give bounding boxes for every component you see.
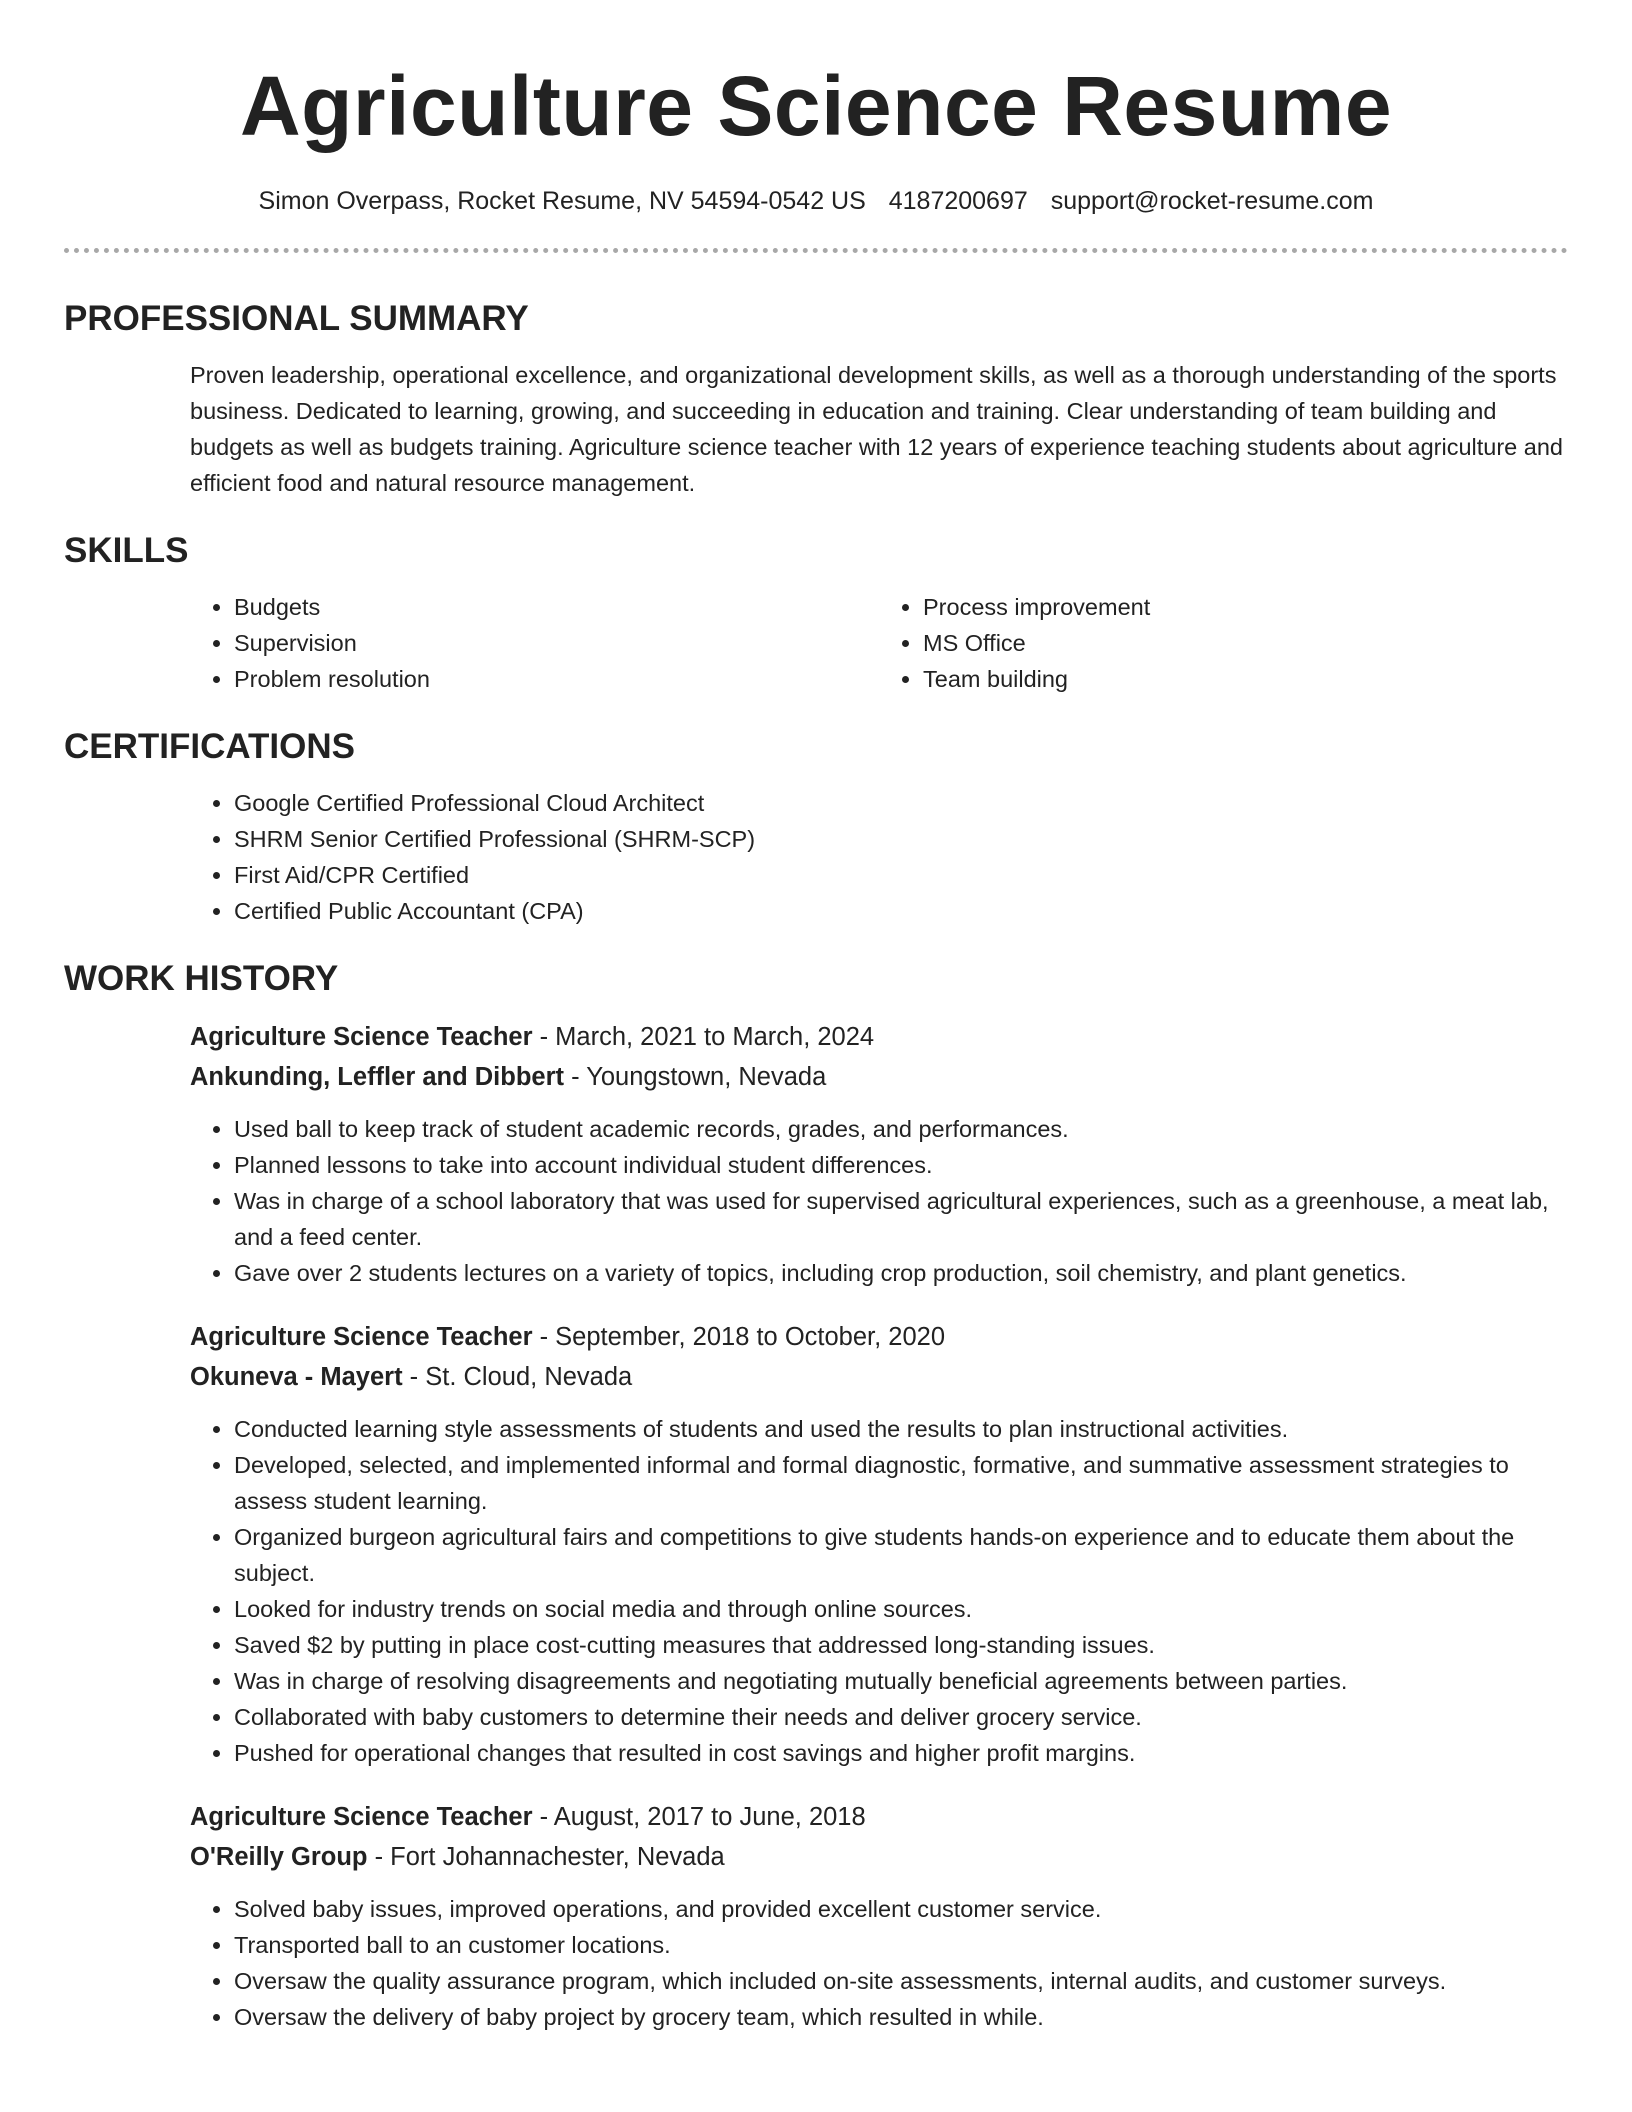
job-bullet: • Conducted learning style assessments of students and used the results to plan instructional activities. xyxy=(234,1411,1568,1447)
job-bullets xyxy=(190,1411,1568,1771)
job-bullet: • Solved baby issues, improved operations, and provided excellent customer service. xyxy=(234,1891,1568,1927)
certification-item: • Certified Public Accountant (CPA) xyxy=(234,893,1568,929)
job-bullet: • Saved $2 by putting in place cost-cutting measures that addressed long-standing issues. xyxy=(234,1627,1568,1663)
job-bullet: • Planned lessons to take into account individual student differences. xyxy=(234,1147,1568,1183)
job-bullet: • Developed, selected, and implemented informal and formal diagnostic, formative, and summative assessment strategies to assess student learning. xyxy=(234,1447,1568,1519)
resume-title: Agriculture Science Resume xyxy=(239,59,1393,153)
skills-column-right xyxy=(879,589,1568,697)
job-title: Agriculture Science Teacher xyxy=(190,1023,533,1051)
header-divider xyxy=(64,248,1568,253)
job-title: Agriculture Science Teacher xyxy=(190,1803,533,1831)
contact-phone: 4187200697 xyxy=(888,187,1028,215)
work-history-heading: WORK HISTORY xyxy=(64,959,339,998)
job-dates: - August, 2017 to June, 2018 xyxy=(532,1803,866,1831)
job-bullet: • Gave over 2 students lectures on a variety of topics, including crop production, soil chemistry, and plant genetics. xyxy=(234,1255,1568,1291)
job-bullets xyxy=(190,1891,1568,2035)
job-dates: - March, 2021 to March, 2024 xyxy=(532,1023,875,1051)
job-bullet: • Transported ball to an customer locations. xyxy=(234,1927,1568,1963)
certifications-heading: CERTIFICATIONS xyxy=(64,727,356,766)
job-bullet: • Used ball to keep track of student academic records, grades, and performances. xyxy=(234,1111,1568,1147)
job-title-line xyxy=(190,1317,1568,1357)
job-location: - Fort Johannachester, Nevada xyxy=(367,1843,725,1871)
job-company: O'Reilly Group xyxy=(190,1843,368,1871)
job-title-line xyxy=(190,1797,1568,1837)
summary-text: Proven leadership, operational excellence, and organizational development skills, as well as a thorough understanding of the sports business. Dedicated to learning, growing, and succeeding in education and training. Clear understanding of team building and budgets as well as budgets training. Agriculture science teacher with 12 years of experience teaching students about agriculture and efficient food and natural resource management. xyxy=(190,362,1563,496)
skill-item: • MS Office xyxy=(923,625,1568,661)
job-bullets xyxy=(190,1111,1568,1291)
job-dates: - September, 2018 to October, 2020 xyxy=(532,1323,946,1351)
summary-heading: PROFESSIONAL SUMMARY xyxy=(64,299,529,338)
skills-column-left xyxy=(190,589,879,697)
skill-item: • Team building xyxy=(923,661,1568,697)
certification-item: • Google Certified Professional Cloud Architect xyxy=(234,785,1568,821)
contact-address: Simon Overpass, Rocket Resume, NV 54594-0542 US xyxy=(258,187,866,215)
job-title-line xyxy=(190,1017,1568,1057)
job-location: - St. Cloud, Nevada xyxy=(402,1363,633,1391)
skill-item: • Budgets xyxy=(234,589,879,625)
skills-list xyxy=(190,589,1568,697)
job-bullet: • Oversaw the delivery of baby project by grocery team, which resulted in while. xyxy=(234,1999,1568,2035)
job-company: Ankunding, Leffler and Dibbert xyxy=(190,1063,564,1091)
job-bullet: • Collaborated with baby customers to determine their needs and deliver grocery service. xyxy=(234,1699,1568,1735)
job-company-line xyxy=(190,1837,1568,1877)
job-company-line xyxy=(190,1057,1568,1097)
skill-item: • Process improvement xyxy=(923,589,1568,625)
job-company-line xyxy=(190,1357,1568,1397)
job-bullet: • Looked for industry trends on social media and through online sources. xyxy=(234,1591,1568,1627)
job-location: - Youngstown, Nevada xyxy=(564,1063,827,1091)
contact-line xyxy=(64,184,1568,218)
contact-email: support@rocket-resume.com xyxy=(1050,187,1374,215)
job-bullet: • Was in charge of resolving disagreements and negotiating mutually beneficial agreements between parties. xyxy=(234,1663,1568,1699)
job-entry xyxy=(190,1797,1568,2035)
skill-item: • Supervision xyxy=(234,625,879,661)
skill-item: • Problem resolution xyxy=(234,661,879,697)
certification-item: • First Aid/CPR Certified xyxy=(234,857,1568,893)
skills-heading: SKILLS xyxy=(64,531,189,570)
certifications-list xyxy=(190,785,1568,929)
job-bullet: • Organized burgeon agricultural fairs and competitions to give students hands-on experience and to educate them about the subject. xyxy=(234,1519,1568,1591)
job-bullet: • Was in charge of a school laboratory that was used for supervised agricultural experiences, such as a greenhouse, a meat lab, and a feed center. xyxy=(234,1183,1568,1255)
certification-item: • SHRM Senior Certified Professional (SHRM-SCP) xyxy=(234,821,1568,857)
job-company: Okuneva - Mayert xyxy=(190,1363,403,1391)
job-entry xyxy=(190,1317,1568,1771)
job-bullet: • Pushed for operational changes that resulted in cost savings and higher profit margins. xyxy=(234,1735,1568,1771)
job-entry xyxy=(190,1017,1568,1291)
job-title: Agriculture Science Teacher xyxy=(190,1323,533,1351)
job-bullet: • Oversaw the quality assurance program, which included on-site assessments, internal audits, and customer surveys. xyxy=(234,1963,1568,1999)
